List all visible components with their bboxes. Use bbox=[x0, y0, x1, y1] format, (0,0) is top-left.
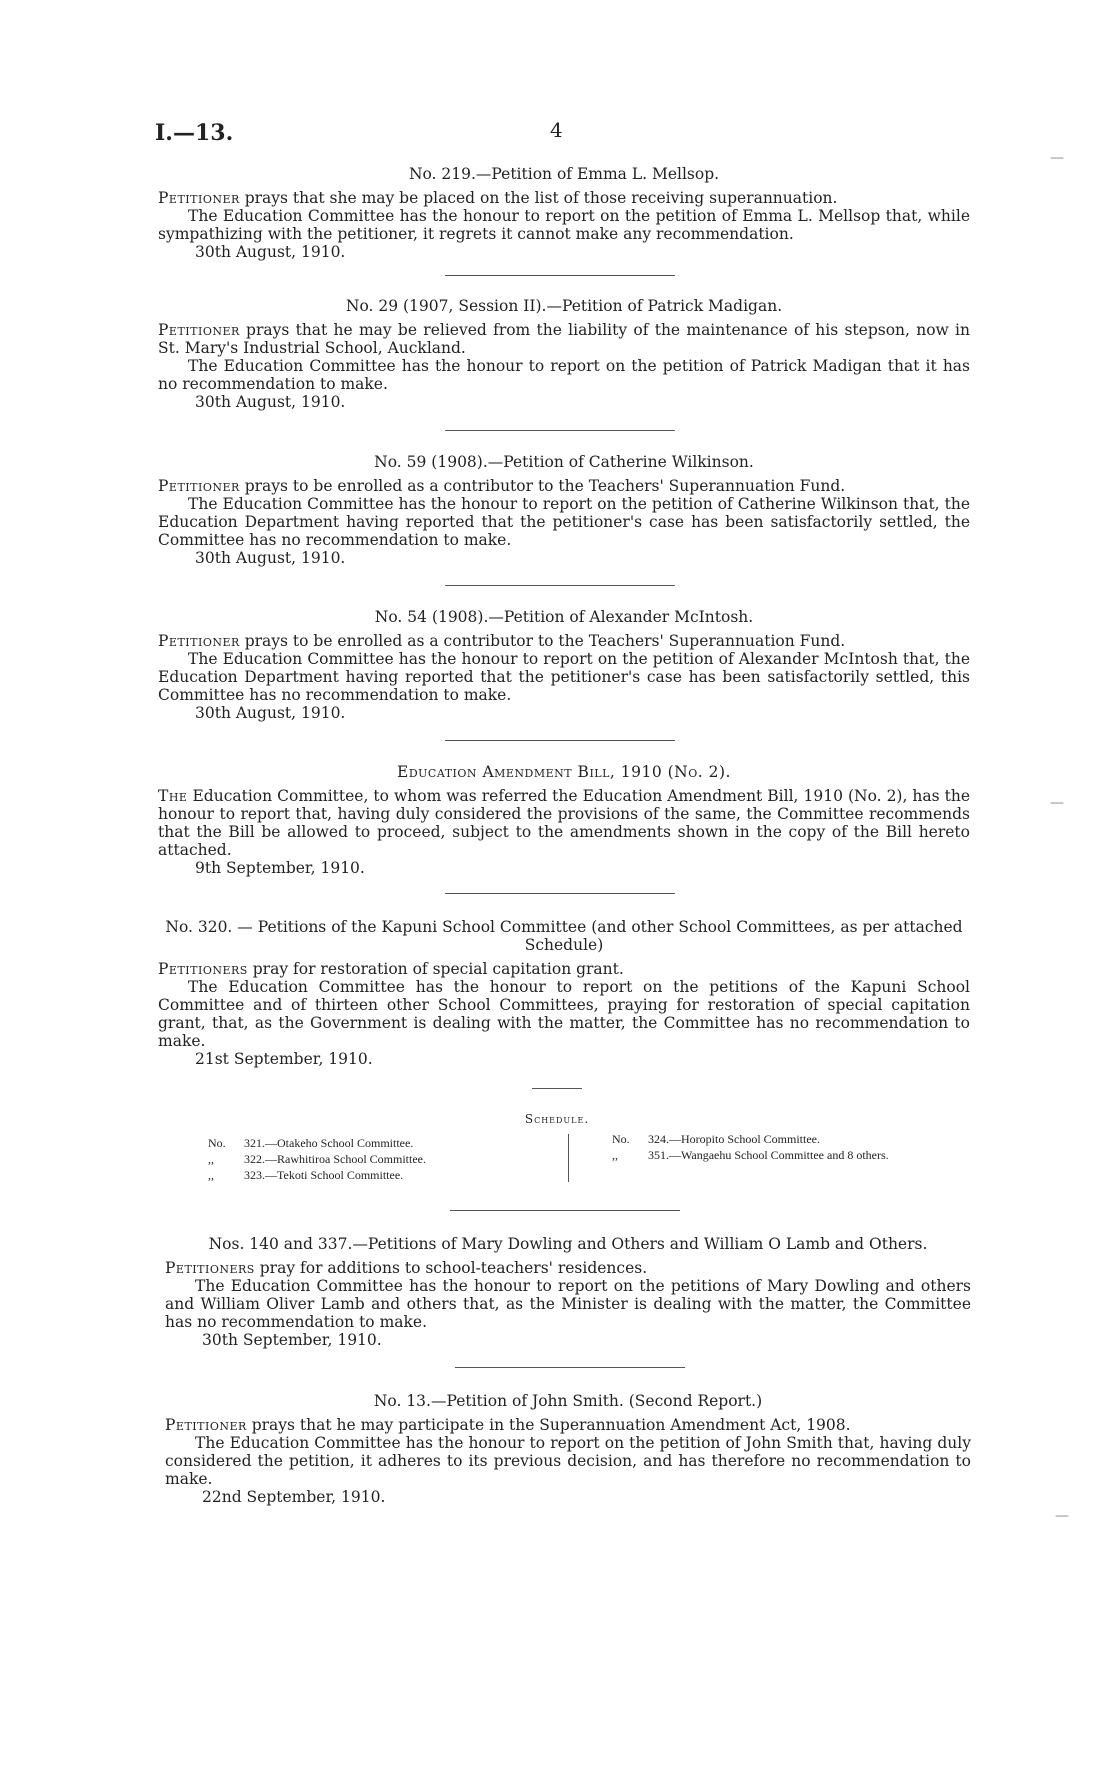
section-divider bbox=[445, 430, 675, 431]
bill-section bbox=[158, 763, 970, 877]
schedule-item: No. 324.—Horopito School Committee. bbox=[612, 1132, 820, 1146]
committee-report: The Education Committee has the honour to report on the petition of Patrick Madigan that it has no recommendation to make. bbox=[158, 357, 970, 393]
prayer-text: prays to be enrolled as a contributor to the Teachers' Superannuation Fund. bbox=[239, 477, 846, 495]
section-divider bbox=[445, 585, 675, 586]
section-divider bbox=[445, 275, 675, 276]
petition-section bbox=[158, 453, 970, 567]
prayer-text: prays that she may be placed on the list of those receiving superannuation. bbox=[239, 189, 838, 207]
prayer-lead: Petitioner bbox=[158, 189, 240, 207]
report-date: 30th August, 1910. bbox=[195, 243, 346, 261]
prayer-lead: Petitioner bbox=[165, 1416, 247, 1434]
schedule-right-column bbox=[612, 1131, 889, 1163]
schedule-item: ,, 351.—Wangaehu School Committee and 8 others. bbox=[612, 1148, 889, 1162]
section-divider bbox=[445, 740, 675, 741]
petition-section bbox=[158, 608, 970, 722]
schedule-left-column bbox=[208, 1135, 426, 1183]
petition-prayer bbox=[158, 321, 970, 357]
prayer-text: prays that he may participate in the Superannuation Amendment Act, 1908. bbox=[246, 1416, 851, 1434]
report-date: 30th September, 1910. bbox=[202, 1331, 382, 1349]
schedule-title: Schedule. bbox=[524, 1112, 590, 1126]
schedule-item: No. 321.—Otakeho School Committee. bbox=[208, 1136, 414, 1150]
report-date: 30th August, 1910. bbox=[195, 393, 346, 411]
committee-report: The Education Committee has the honour to report on the petition of John Smith that, having duly considered the petition, it adheres to its previous decision, and has therefore no recommendation to make. bbox=[165, 1434, 971, 1488]
page-number: 4 bbox=[550, 118, 563, 142]
petition-prayer bbox=[158, 960, 970, 978]
short-divider bbox=[532, 1088, 582, 1089]
report-date: 9th September, 1910. bbox=[195, 859, 365, 877]
report-date: 30th August, 1910. bbox=[195, 549, 346, 567]
prayer-text: prays to be enrolled as a contributor to the Teachers' Superannuation Fund. bbox=[239, 632, 846, 650]
petition-title: No. 13.—Petition of John Smith. (Second Report.) bbox=[373, 1392, 763, 1410]
prayer-lead: Petitioner bbox=[158, 477, 240, 495]
prayer-text: pray for additions to school-teachers' residences. bbox=[254, 1259, 648, 1277]
petition-title: No. 54 (1908).—Petition of Alexander McIntosh. bbox=[374, 608, 754, 626]
prayer-lead: Petitioner bbox=[158, 632, 240, 650]
committee-report: The Education Committee has the honour to report on the petition of Alexander McIntosh that, the Education Department having reported that the petitioner's case has been satisfactorily settled, this Committee has no recommendation to make. bbox=[158, 650, 970, 704]
petition-section bbox=[165, 1235, 971, 1349]
prayer-text: pray for restoration of special capitation grant. bbox=[247, 960, 624, 978]
committee-report: The Education Committee has the honour to report on the petitions of Mary Dowling and others and William Oliver Lamb and others that, as the Minister is dealing with the matter, the Committee has no recommendation to make. bbox=[165, 1277, 971, 1331]
petition-section bbox=[165, 1392, 971, 1506]
report-lead: The bbox=[158, 787, 188, 805]
section-divider bbox=[450, 1210, 680, 1211]
prayer-lead: Petitioner bbox=[158, 321, 240, 339]
petition-section bbox=[158, 918, 970, 1068]
scan-mark: — bbox=[1050, 150, 1064, 166]
section-divider bbox=[455, 1367, 685, 1368]
bill-report bbox=[158, 787, 970, 859]
bill-title: Education Amendment Bill, 1910 (No. 2). bbox=[397, 763, 731, 781]
scan-mark: — bbox=[1055, 1508, 1069, 1524]
committee-report: The Education Committee has the honour to report on the petition of Emma L. Mellsop that, while sympathizing with the petitioner, it regrets it cannot make any recommendation. bbox=[158, 207, 970, 243]
committee-report: The Education Committee has the honour to report on the petition of Catherine Wilkinson that, the Education Department having reported that the petitioner's case has been satisfactorily settled, the Committee has no recommendation to make. bbox=[158, 495, 970, 549]
schedule-column-divider bbox=[568, 1134, 569, 1182]
section-divider bbox=[445, 893, 675, 894]
report-date: 21st September, 1910. bbox=[195, 1050, 373, 1068]
petition-title: No. 219.—Petition of Emma L. Mellsop. bbox=[408, 165, 720, 183]
report-text: Education Committee, to whom was referred the Education Amendment Bill, 1910 (No. 2), has the honour to report that, having duly considered the provisions of the same, the Committee recommends that the Bill be allowed to proceed, subject to the amendments shown in the copy of the Bill hereto attached. bbox=[158, 787, 970, 859]
petition-prayer bbox=[158, 189, 970, 207]
document-reference: I.—13. bbox=[155, 120, 234, 146]
petition-title: No. 29 (1907, Session II).—Petition of Patrick Madigan. bbox=[345, 297, 783, 315]
prayer-lead: Petitioners bbox=[158, 960, 248, 978]
committee-report: The Education Committee has the honour to report on the petitions of the Kapuni School Committee and of thirteen other School Committees, praying for restoration of special capitation grant, that, as the Government is dealing with the matter, the Committee has no recommendation to make. bbox=[158, 978, 970, 1050]
schedule-item: ,, 322.—Rawhitiroa School Committee. bbox=[208, 1152, 426, 1166]
petition-prayer bbox=[165, 1416, 971, 1434]
petition-prayer bbox=[158, 632, 970, 650]
report-date: 30th August, 1910. bbox=[195, 704, 346, 722]
schedule-item: ,, 323.—Tekoti School Committee. bbox=[208, 1168, 404, 1182]
petition-section bbox=[158, 165, 970, 261]
petition-prayer bbox=[165, 1259, 971, 1277]
petition-title: Nos. 140 and 337.—Petitions of Mary Dowling and Others and William O Lamb and Others. bbox=[208, 1235, 928, 1253]
prayer-lead: Petitioners bbox=[165, 1259, 255, 1277]
petition-prayer bbox=[158, 477, 970, 495]
petition-section bbox=[158, 297, 970, 411]
petition-title: No. 59 (1908).—Petition of Catherine Wilkinson. bbox=[374, 453, 754, 471]
petition-title: No. 320. — Petitions of the Kapuni School Committee (and other School Committees, as per attached Schedule) bbox=[165, 918, 963, 954]
prayer-text: prays that he may be relieved from the liability of the maintenance of his stepson, now in St. Mary's Industrial School, Auckland. bbox=[158, 321, 970, 357]
scan-mark: — bbox=[1050, 795, 1064, 811]
report-date: 22nd September, 1910. bbox=[202, 1488, 386, 1506]
